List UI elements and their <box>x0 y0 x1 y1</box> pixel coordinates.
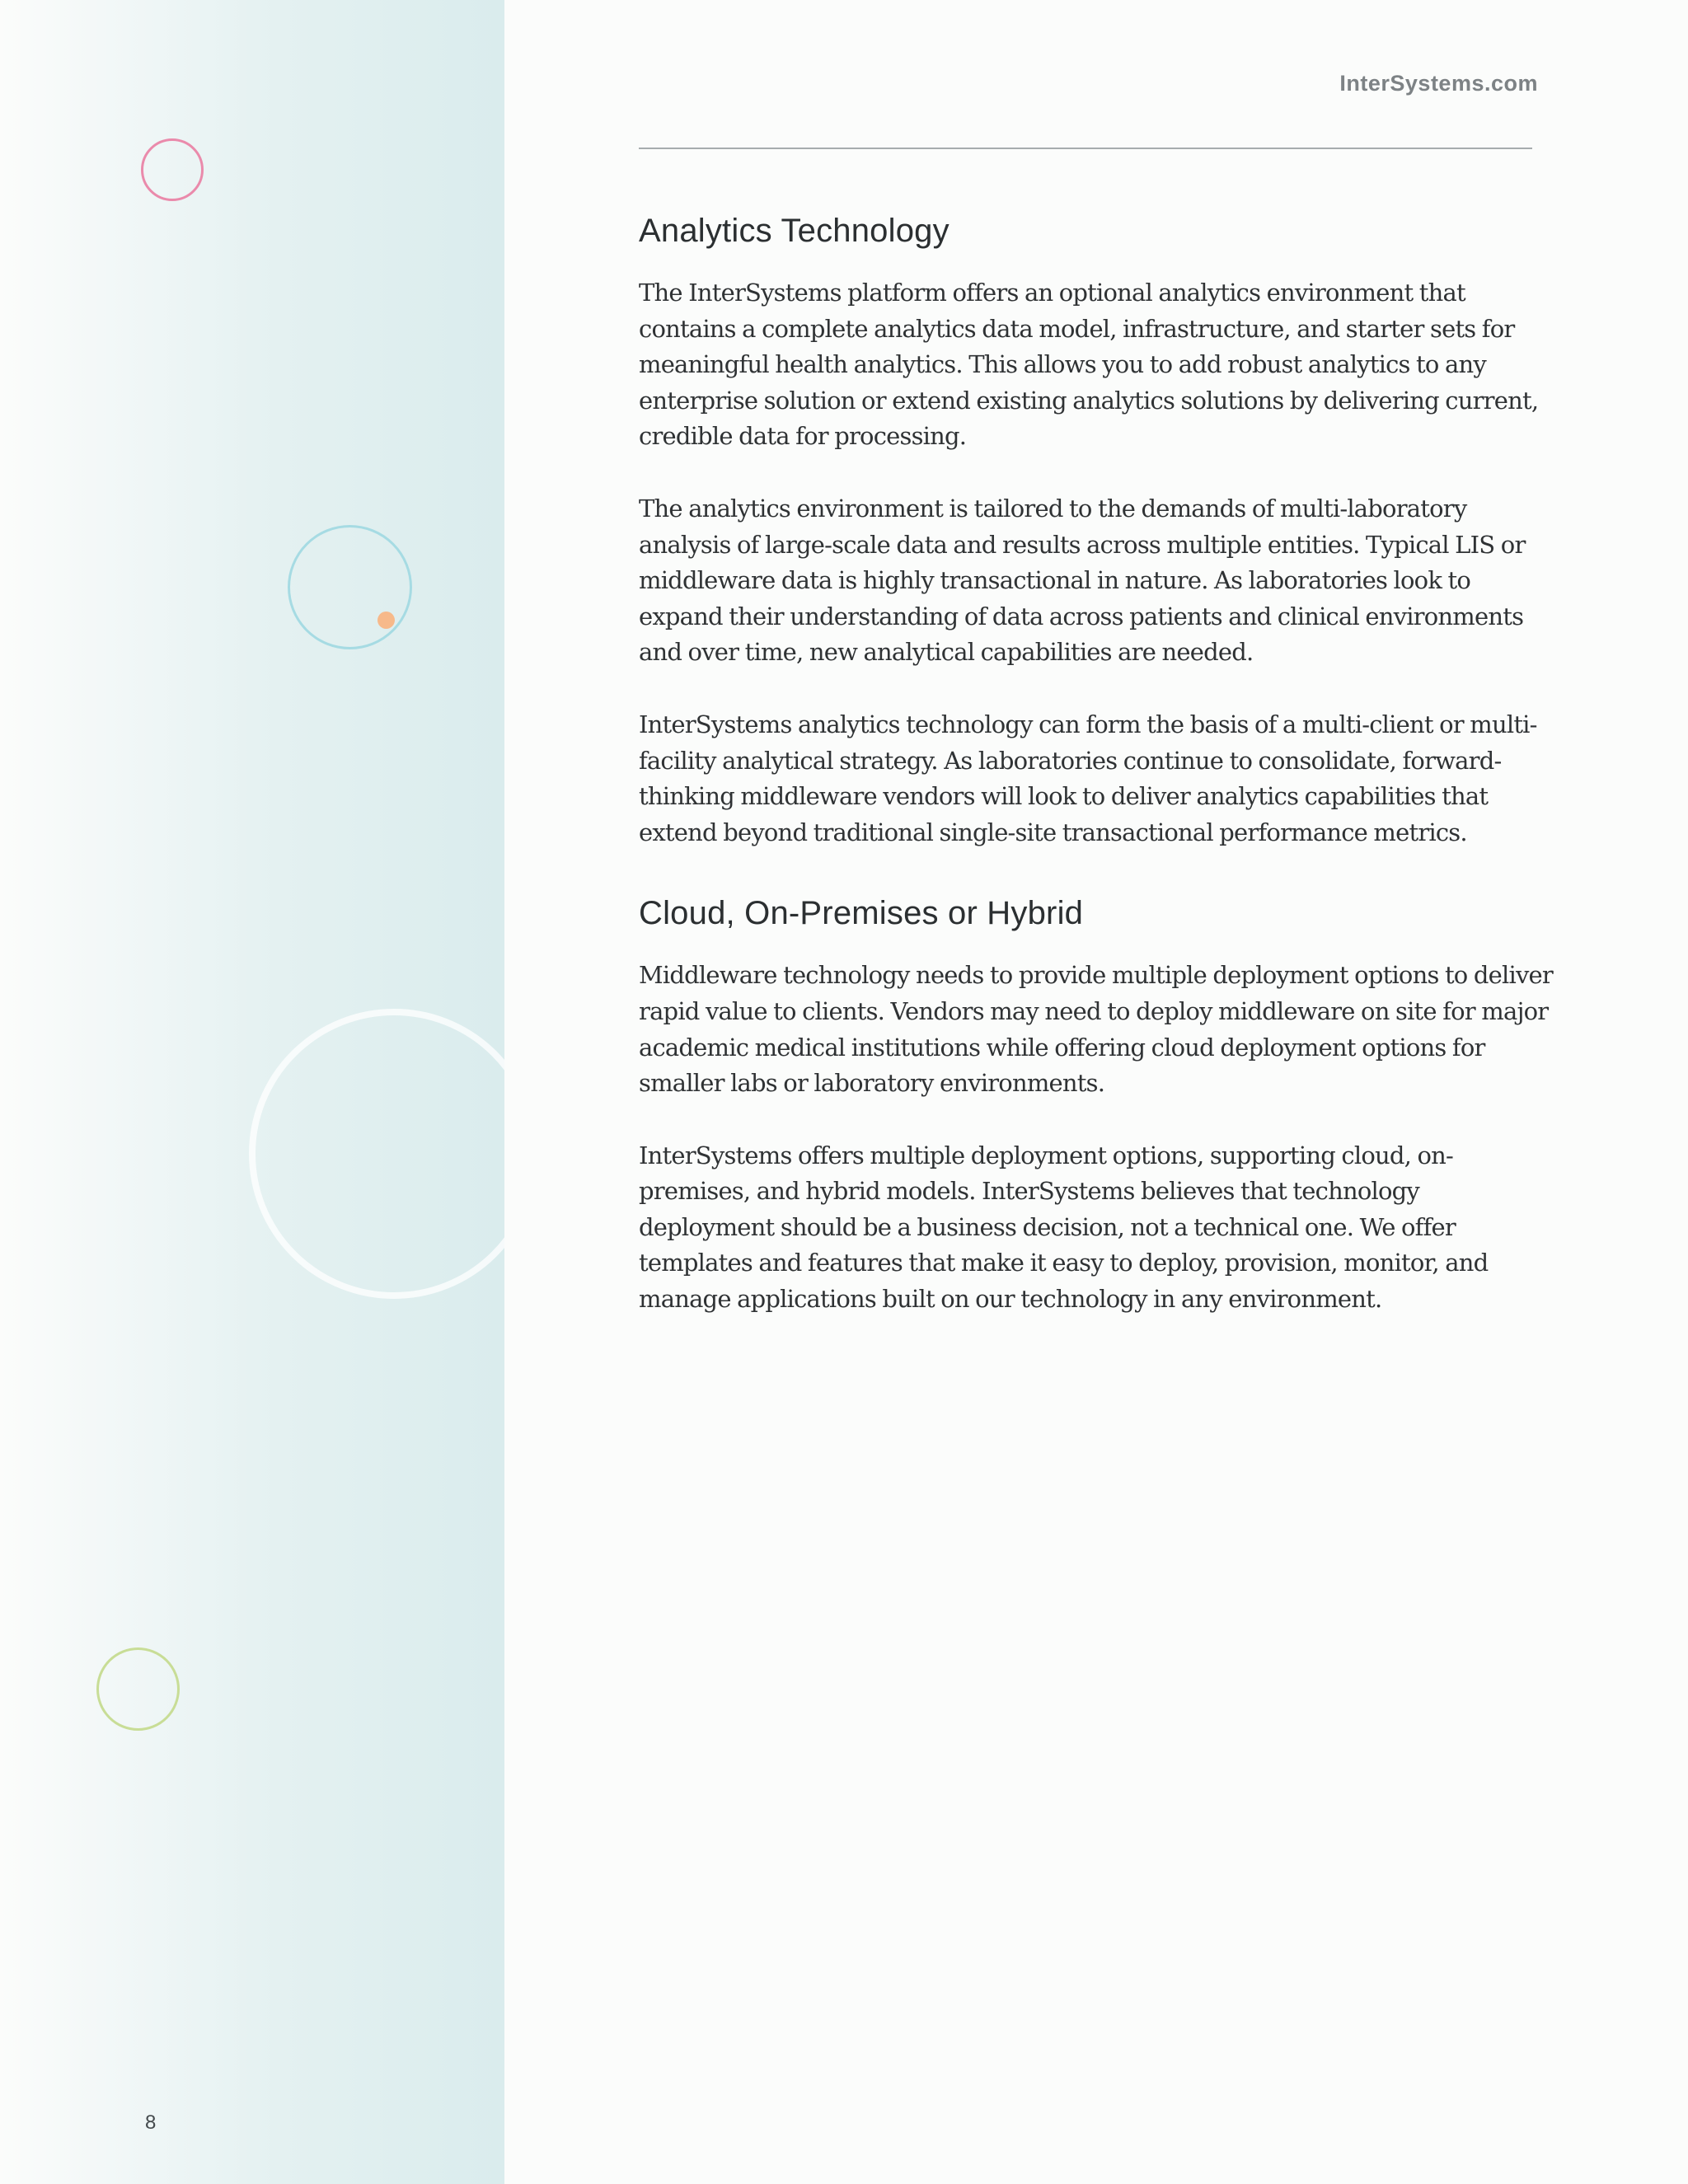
section-analytics-technology <box>639 204 1554 851</box>
paragraph: The analytics environment is tailored to the demands of multi-laboratory analysis of large-scale data and results across multiple entities. Typical LIS or middleware data is highly transactional in nature. As laboratories look to expand their understanding of data across patients and clinical environments and over time, new analytical capabilities are needed. <box>639 494 1526 667</box>
blue-circle-icon <box>288 525 412 649</box>
orange-dot-icon <box>377 612 395 629</box>
paragraph: InterSystems offers multiple deployment options, supporting cloud, on-premises, and hybrid models. InterSystems believes that technology deployment should be a business decision, not a technical one. We offer templates and features that make it easy to deploy, provision, monitor, and manage applications built on our technology in any environment. <box>639 1141 1489 1314</box>
section-cloud-deployment <box>639 887 1554 1317</box>
white-circle-icon <box>249 1009 504 1299</box>
header-divider <box>639 148 1532 149</box>
paragraph: InterSystems analytics technology can form the basis of a multi-client or multi-facility analytical strategy. As laboratories continue to consolidate, forward-thinking middleware vendors will look to deliver analytics capabilities that extend beyond traditional single-site transactional performance metrics. <box>639 710 1537 846</box>
pink-circle-icon <box>141 138 204 201</box>
paragraph: The InterSystems platform offers an optional analytics environment that contains a complete analytics data model, infrastructure, and starter sets for meaningful health analytics. This allows you to add robust analytics to any enterprise solution or extend existing analytics solutions by delivering current, credible data for processing. <box>639 279 1539 451</box>
green-circle-icon <box>96 1647 180 1731</box>
site-link[interactable]: InterSystems.com <box>1339 71 1538 96</box>
main-content <box>639 204 1554 1354</box>
section-heading: Analytics Technology <box>639 213 950 249</box>
section-heading: Cloud, On-Premises or Hybrid <box>639 895 1084 932</box>
paragraph: Middleware technology needs to provide multiple deployment options to deliver rapid value to clients. Vendors may need to deploy middleware on site for major academic medical institutions while offering cloud deployment options for smaller labs or laboratory environments. <box>639 961 1553 1098</box>
page-number: 8 <box>145 2111 157 2134</box>
decorative-sidebar <box>0 0 504 2184</box>
